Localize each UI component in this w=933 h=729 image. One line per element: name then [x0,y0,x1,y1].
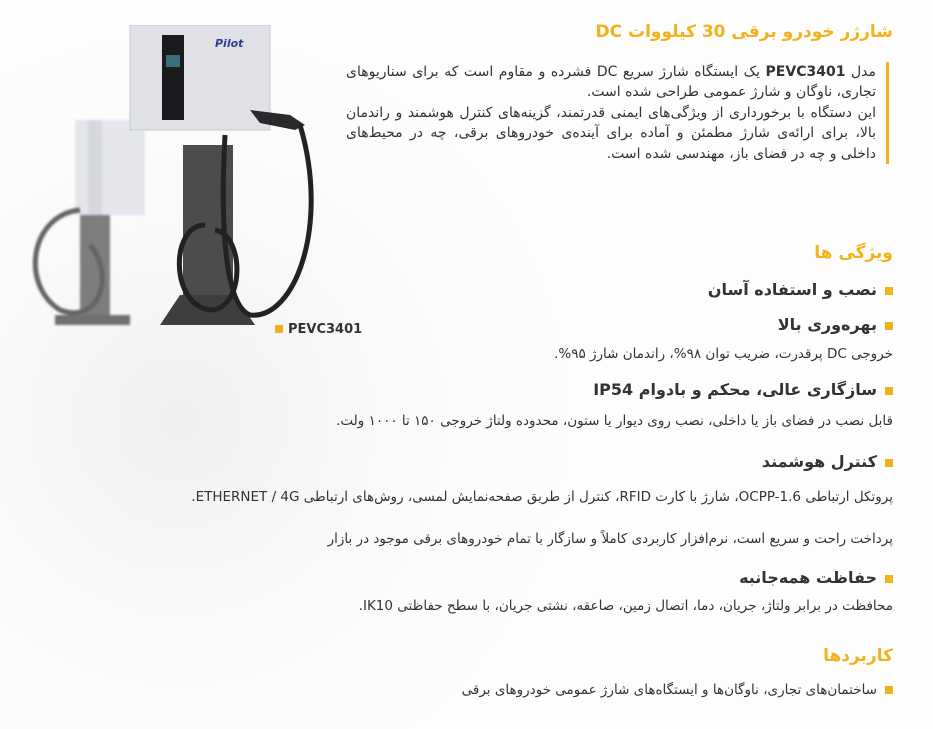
feature-title-text: کنترل هوشمند [761,452,877,471]
intro-model: PEVC3401 [765,64,846,80]
feature-title [762,452,893,471]
charger-product-image [20,25,350,335]
feature-text: محافظت در برابر ولتاژ، جریان، دما، اتصال زمین، صاعقه، نشتی جریان، با سطح حفاظتی IK10. [358,598,893,614]
bullet-square-icon [885,575,893,583]
model-tag-label: PEVC3401 [288,322,363,337]
features-heading: ویژگی ها [814,243,893,263]
feature-text: پروتکل ارتباطی OCPP-1.6، شارژ با کارت RFID، کنترل از طریق صفحه‌نمایش لمسی، روش‌های ارتباطی ETHERNET / 4G. [191,489,893,505]
feature-title-text: بهره‌وری بالا [777,315,877,334]
feature-text: قابل نصب در فضای باز یا داخلی، نصب روی دیوار یا ستون، محدوده ولتاژ خروجی ۱۵۰ تا ۱۰۰۰ ولت. [336,413,893,429]
application-item [462,682,893,698]
feature-text: خروجی DC پرقدرت، ضریب توان ۹۸%، راندمان شارژ ۹۵%. [554,346,893,362]
intro-text-2: این دستگاه با برخورداری از ویژگی‌های ایمنی قدرتمند، گزینه‌های کنترل هوشمند و راندمان بالا، برای ارائه‌ی شارژ مطمئن و آماده برای آینده‌ی خودروهای برقی، چه در محیط‌های داخلی و چه در فضای باز، مهندسی شده است. [346,104,876,162]
feature-title [739,568,893,587]
applications-heading: کاربردها [823,646,893,666]
feature-title [778,315,893,334]
feature-title-text: سازگاری عالی، محکم و بادوام IP54 [593,380,877,399]
bullet-square-icon [885,322,893,330]
intro-paragraph [346,62,889,164]
feature-title [593,380,893,399]
model-tag [275,322,362,337]
feature-title-text: نصب و استفاده آسان [707,280,877,299]
intro-text-1: یک ایستگاه شارژ سریع DC فشرده و مقاوم است که برای سناریوهای تجاری، ناوگان و شارژ عمومی طراحی شده است. [346,64,876,101]
feature-title-text: حفاظت همه‌جانبه [739,568,877,587]
feature-text: پرداخت راحت و سریع است، نرم‌افزار کاربردی کاملاً و سازگار با تمام خودروهای برقی موجود در بازار [327,531,893,547]
bullet-square-icon [885,459,893,467]
application-item-text: ساختمان‌های تجاری، ناوگان‌ها و ایستگاه‌های شارژ عمومی خودروهای برقی [461,682,877,698]
pilot-logo: Pilot [215,37,244,50]
intro-prefix: مدل [850,64,876,80]
bullet-square-icon [885,686,893,694]
page-title: شارژر خودرو برقی 30 کیلووات DC [595,22,893,42]
bullet-square-icon [275,325,283,333]
feature-title [708,280,893,299]
bullet-square-icon [885,287,893,295]
bullet-square-icon [885,387,893,395]
